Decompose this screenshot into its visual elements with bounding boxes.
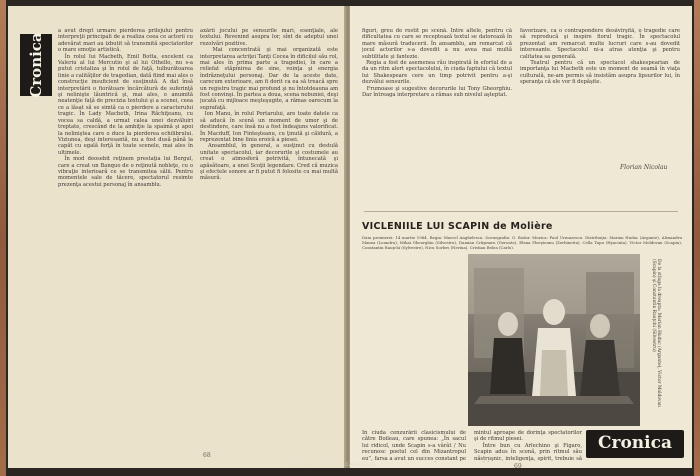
- photo-caption-text: De la stînga la dreapta: Marian Hudac (Argante), Victor Moldovan (Scapin) şi Constantin Rauţchi (Silvestru): [651, 259, 661, 407]
- page-number: 69: [514, 463, 522, 468]
- book-binding-left: [0, 0, 6, 476]
- article-column-1: a avut drept urmare pierderea prilejului pentru interpreţii principali de a realiza ceea ce actorii cu adevărat mari au izbutit să transmită spectatorilor o mare emoţie artistică. În rolul lui Macbeth, Emil Botta, excelent ca Valeriu al lui Mercutio şi al lui Othello, nu s-a putut cristaliza şi în rolul de faţă, tulburătoarea linie a calităţilor de tragedian, dată fiind mai ales o construcţie insuficient de susţinută. A dat însă interpretării o fiorătoare încărcătură de suferinţă şi nelinişte lăuntrică şi, mai ales, o anumită neatenţie faţă de precizia textului şi a scenei, ceea ce a lăsat să se simtă ca o pierdere a caracterului tragic. În Lady Macbeth, Irina Răchiţeanu, cu vocea sa caldă, a urmat calea unei dezvăluiri treptate, crescând de la ambiţie la spaimă şi apoi la neliniştea care o duce la pierderea echilibrului. Viziunea, deşi interesantă, nu a fost dusă până la capăt cu egală forţă în toate scenele, mai ales în ultimele. În mod deosebit reţinem prestaţia lui Bergul, care a creat un Banquo de o reţinută nobleţe, cu o vibraţie interioară ce se transmitea sălii. Pentru momentele sale de tăcere, spectatorul resimte prezenţa acestui personaj în ansamblu.: [58, 28, 193, 188]
- photo-caption: [650, 256, 662, 422]
- production-photo: [468, 254, 640, 426]
- section-badge-label: Cronica: [597, 433, 672, 453]
- book-binding-right: [694, 0, 700, 476]
- section-badge: [586, 430, 684, 458]
- section-badge-label: Cronica: [27, 32, 45, 98]
- article-column-1: figuri, greu de rostit pe scenă. Între altele, pentru că dificultatea cu care se receptează textul se datorează în mare măsură traducerii. În ansamblu, am remarcat că jocul actorilor s-a dovedit a nu avea mai multă subtilitate şi fantezie. Regia a fost de asemenea rău inspirată în efortul de a da un ritm alert spectacolului, în ciuda faptului că textul lui Shakespeare cere un timp potrivit pentru a-şi dezvălui sensurile. Frumoase şi sugestive decorurile lui Tony Gheorghiu. Dar întreaga interpretare a rămas sub nivelul aşteptat.: [362, 28, 512, 99]
- right-page: [350, 6, 692, 468]
- article-bottom-column-2: mintul aproape de dorinţa spectatorilor şi de ritmul piesei. Între bun cu Arlechino şi Figaro, Scapin adus în scenă, prin ritmul său năstruşnic, inteligenţa, spirit, trebuie să: [474, 430, 582, 462]
- bottom-edge-text: ...PANIA ... UL I. L. CARAGIALE: [292, 463, 376, 468]
- article-column-2: axării jocului pe sensurile mari, esenţiale, ale textului. Revenind asupra lor, sînt de adeptul unei rezolvări pozitive. Mai concentrată şi mai organizată este interpretarea actriţei Tanţi Cocea în dificilul său rol, mai ales în prima parte a tragediei, în care a reliefat stăpînirea de sine, voinţa şi energia îndrăzneţului personaj. Dar de la aceste date, carecum exterioare, am fi dorit ca ea să treacă spre un registru tragic mai profund şi nu întotdeauna am fost convinşi. În partea a doua, scena nebuniei, deşi jucată cu mijloace meşteşugite, a rămas oarecum la suprafaţă. Ion Manu, în rolul Portarului, are toate datele ca să aducă în scenă un moment de umor şi de destindere, care însă nu a fost îndeajuns valorificat. În Macduff, Ion Finteşteanu, cu ţinută şi căldură, a reprezentat bine linia eroică a piesei. Ansamblul, în general, a susţinut cu destulă unitate spectacolul, iar decorurile şi costumele au creat o atmosferă potrivită, întunecată şi apăsătoare, a unei Scoţii legendare. Cred că muzica şi efectele sonore ar fi putut fi folosite cu mai multă măsură.: [200, 28, 338, 182]
- production-credits: Data premierei: 14 martie 1964. Regia: Marcel Anghelescu. Scenografia: G. Bodor. Muzica: Paul Urmuzescu. Distribuţia: Marian Hudac (Argante), Alexandru Manea (Leandru), Mihai Gheorghiu (Silvestru), Damian Crâşmaru (Geronte), Elena Ploeşteanu (Zerbinetta), Cella Tapu (Hyacinta), Victor Moldovan (Scapin), Constantin Rauţchi (Sylvestre), Nicu Sorbes (Nerina), Cristian Belea (Carlo).: [362, 235, 682, 250]
- author-signature: Florian Nicolau: [620, 164, 668, 171]
- article-column-2: favorizare, ca o contrapondere desăvîrşită, o tragedie care să reproducă şi inspire fiorul tragic. În spectacolul prezentat am remarcat multe lucruri care s-au dovedit interesante. Spectacolul ni-a atras atenţia şi pentru calitatea sa generală. Teatrul pentru că un spectacol shakespearian de importanţa lui Macbeth este un moment de seamă în viaţa culturală, ne-am permis să insistăm asupra lipsurilor lui, în speranţa că ele vor fi depăşite.: [520, 28, 680, 86]
- article-bottom-column-1: În ciuda cenzurării clasicismului de către Boileau, care spunea: „În sacul lui ridicol, unde Scapin s-a vârât / Nu recunosc poetul cel din Mizantropul eu”, farsa a avut un succes constant pe: [362, 430, 466, 462]
- left-page: [8, 6, 346, 468]
- section-badge: [20, 34, 52, 96]
- article-title: VICLENIILE LUI SCAPIN de Molière: [362, 221, 553, 232]
- page-number: 68: [203, 452, 211, 459]
- divider: [364, 211, 678, 212]
